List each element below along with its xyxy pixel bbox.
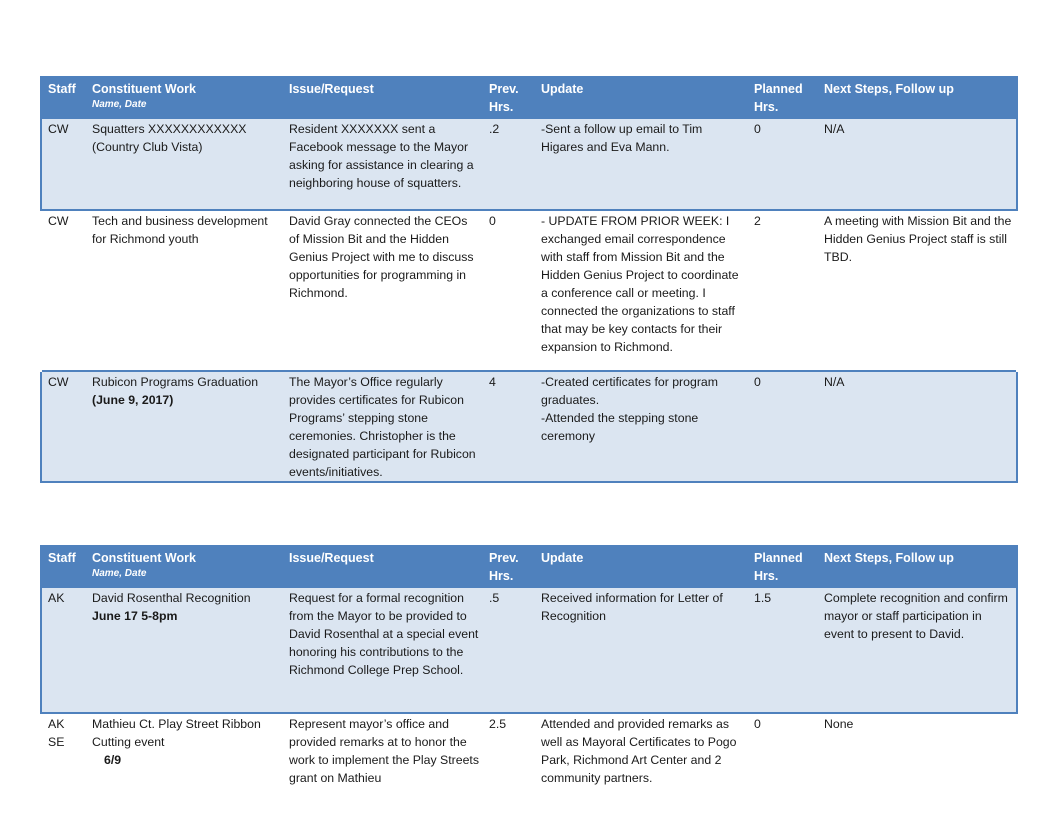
header-prev-hrs: Prev. Hrs. bbox=[483, 77, 535, 118]
table-row bbox=[41, 118, 1017, 210]
table-row bbox=[41, 210, 1017, 371]
staff-cell: CW bbox=[41, 371, 86, 482]
next-steps-cell: N/A bbox=[818, 371, 1017, 482]
header-staff: Staff bbox=[41, 77, 86, 118]
constituent-work-cell: David Rosenthal Recognition June 17 5-8pm bbox=[86, 587, 283, 713]
prev-hrs-cell: 0 bbox=[483, 210, 535, 371]
header-issue-request: Issue/Request bbox=[283, 546, 483, 587]
header-constituent-work: Constituent Work Name, Date bbox=[86, 77, 283, 118]
table-row bbox=[41, 713, 1017, 793]
planned-hrs-cell: 0 bbox=[748, 118, 818, 210]
constituent-work-table-1 bbox=[40, 76, 1018, 483]
planned-hrs-cell: 0 bbox=[748, 713, 818, 793]
update-cell: Attended and provided remarks as well as Mayoral Certificates to Pogo Park, Richmond Art Center and 2 community partners. bbox=[535, 713, 748, 793]
constituent-work-cell: Squatters XXXXXXXXXXXX (Country Club Vista) bbox=[86, 118, 283, 210]
update-cell: Received information for Letter of Recognition bbox=[535, 587, 748, 713]
issue-cell: Request for a formal recognition from the Mayor to be provided to David Rosenthal at a special event honoring his contributions to the Richmond College Prep School. bbox=[283, 587, 483, 713]
update-cell: -Sent a follow up email to Tim Higares and Eva Mann. bbox=[535, 118, 748, 210]
constituent-work-cell: Mathieu Ct. Play Street Ribbon Cutting event 6/9 bbox=[86, 713, 283, 793]
planned-hrs-cell: 0 bbox=[748, 371, 818, 482]
issue-cell: Represent mayor’s office and provided remarks at to honor the work to implement the Play Streets grant on Mathieu bbox=[283, 713, 483, 793]
prev-hrs-cell: 2.5 bbox=[483, 713, 535, 793]
event-date: June 17 5-8pm bbox=[92, 609, 178, 623]
prev-hrs-cell: .5 bbox=[483, 587, 535, 713]
issue-cell: The Mayor’s Office regularly provides certificates for Rubicon Programs’ stepping stone ceremonies. Christopher is the designated participant for Rubicon events/initiatives. bbox=[283, 371, 483, 482]
header-prev-hrs: Prev. Hrs. bbox=[483, 546, 535, 587]
issue-cell: David Gray connected the CEOs of Mission Bit and the Hidden Genius Project with me to discuss opportunities for programming in Richmond. bbox=[283, 210, 483, 371]
header-update: Update bbox=[535, 546, 748, 587]
header-staff: Staff bbox=[41, 546, 86, 587]
staff-cell: CW bbox=[41, 210, 86, 371]
update-cell: - UPDATE FROM PRIOR WEEK: I exchanged email correspondence with staff from Mission Bit and the Hidden Genius Project to coordinate a conference call or meeting. I connected the organizations to staff that may be key contacts for their expansion to Richmond. bbox=[535, 210, 748, 371]
next-steps-cell: None bbox=[818, 713, 1017, 793]
update-cell: -Created certificates for program graduates. -Attended the stepping stone ceremony bbox=[535, 371, 748, 482]
header-constituent-work: Constituent Work Name, Date bbox=[86, 546, 283, 587]
issue-cell: Resident XXXXXXX sent a Facebook message to the Mayor asking for assistance in clearing a neighboring house of squatters. bbox=[283, 118, 483, 210]
staff-cell: AK SE bbox=[41, 713, 86, 793]
staff-cell: CW bbox=[41, 118, 86, 210]
event-date: 6/9 bbox=[104, 753, 122, 767]
header-planned-hrs: Planned Hrs. bbox=[748, 77, 818, 118]
table-row bbox=[41, 587, 1017, 713]
prev-hrs-cell: 4 bbox=[483, 371, 535, 482]
prev-hrs-cell: .2 bbox=[483, 118, 535, 210]
header-name-date: Name, Date bbox=[92, 99, 147, 110]
event-date: (June 9, 2017) bbox=[92, 393, 174, 407]
next-steps-cell: Complete recognition and confirm mayor or staff participation in event to present to David. bbox=[818, 587, 1017, 713]
next-steps-cell: A meeting with Mission Bit and the Hidden Genius Project staff is still TBD. bbox=[818, 210, 1017, 371]
constituent-work-cell: Rubicon Programs Graduation (June 9, 2017) bbox=[86, 371, 283, 482]
next-steps-cell: N/A bbox=[818, 118, 1017, 210]
header-next-steps: Next Steps, Follow up bbox=[818, 546, 1017, 587]
header-update: Update bbox=[535, 77, 748, 118]
header-issue-request: Issue/Request bbox=[283, 77, 483, 118]
constituent-work-cell: Tech and business development for Richmond youth bbox=[86, 210, 283, 371]
table-row bbox=[41, 371, 1017, 482]
table-header-row bbox=[41, 546, 1017, 587]
header-next-steps: Next Steps, Follow up bbox=[818, 77, 1017, 118]
header-planned-hrs: Planned Hrs. bbox=[748, 546, 818, 587]
constituent-work-table-2 bbox=[40, 545, 1018, 793]
staff-cell: AK bbox=[41, 587, 86, 713]
planned-hrs-cell: 2 bbox=[748, 210, 818, 371]
planned-hrs-cell: 1.5 bbox=[748, 587, 818, 713]
table-header-row bbox=[41, 77, 1017, 118]
header-name-date: Name, Date bbox=[92, 568, 147, 579]
